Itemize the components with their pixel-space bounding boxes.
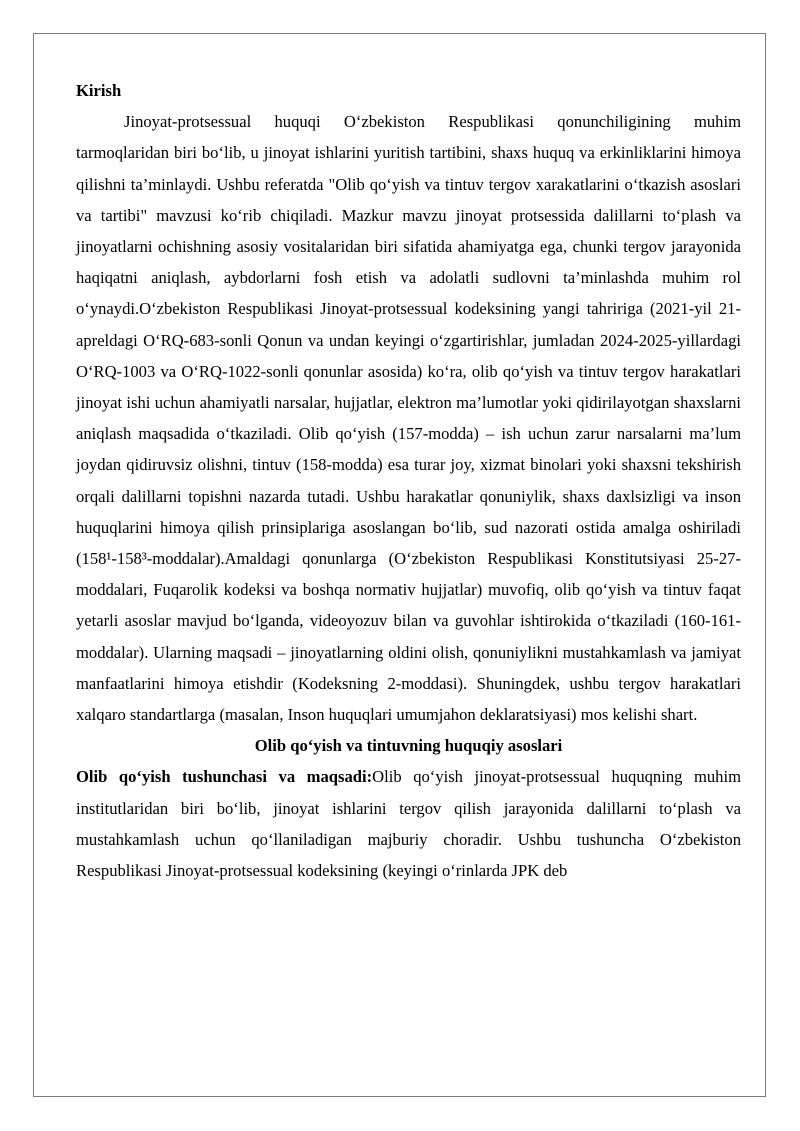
subsection-paragraph	[76, 761, 741, 886]
document-body	[76, 75, 741, 886]
subsection-text: Olib qo‘yish jinoyat-protsessual huquqning muhim institutlaridan biri bo‘lib, jinoyat ishlarini tergov qilish jarayonida dalillarni to‘plash va mustahkamlash uchun qo‘llaniladigan majburiy choradir. Ushbu tushuncha O‘zbekiston Respublikasi Jinoyat-protsessual kodeksining (keyingi o‘rinlarda JPK deb	[76, 767, 741, 881]
subsection-label: Olib qo‘yish tushunchasi va maqsadi:	[76, 767, 373, 787]
section-heading: Olib qo‘yish va tintuvning huquqiy asoslari	[254, 736, 563, 756]
intro-heading: Kirish	[76, 81, 122, 100]
intro-paragraph: Jinoyat-protsessual huquqi O‘zbekiston Respublikasi qonunchiligining muhim tarmoqlaridan biri bo‘lib, u jinoyat ishlarini yuritish tartibini, shaxs huquq va erkinliklarini himoya qilishni ta’minlaydi. Ushbu referatda "Olib qo‘yish va tintuv tergov xarakatlarini o‘tkazish asoslari va tartibi" mavzusi ko‘rib chiqiladi. Mazkur mavzu jinoyat protsessida dalillarni to‘plash va jinoyatlarni ochishning asosiy vositalaridan biri sifatida ahamiyatga ega, chunki tergov jarayonida haqiqatni aniqlash, aybdorlarni fosh etish va adolatli sudlovni ta’minlashda muhim rol o‘ynaydi.O‘zbekiston Respublikasi Jinoyat-protsessual kodeksining yangi tahririga (2021-yil 21-apreldagi O‘RQ-683-sonli Qonun va undan keyingi o‘zgartirishlar, jumladan 2024-2025-yillardagi O‘RQ-1003 va O‘RQ-1022-sonli qonunlar asosida) ko‘ra, olib qo‘yish va tintuv tergov harakatlari jinoyat ishi uchun ahamiyatli narsalar, hujjatlar, elektron ma’lumotlar yoki qidirilayotgan shaxslarni aniqlash maqsadida o‘tkaziladi. Olib qo‘yish (157-modda) – ish uchun zarur narsalarni ma’lum joydan qidiruvsiz olishni, tintuv (158-modda) esa turar joy, xizmat binolari yoki shaxsni tekshirish orqali dalillarni topishni nazarda tutadi. Ushbu harakatlar qonuniylik, shaxs daxlsizligi va inson huquqlarini himoya qilish prinsiplariga asoslangan bo‘lib, sud nazorati ostida amalga oshiriladi (158¹-158³-moddalar).Amaldagi qonunlarga (O‘zbekiston Respublikasi Konstitutsiyasi 25-27-moddalari, Fuqarolik kodeksi va boshqa normativ hujjatlar) muvofiq, olib qo‘yish va tintuv faqat yetarli asoslar mavjud bo‘lganda, videoyozuv bilan va guvohlar ishtirokida o‘tkaziladi (160-161-moddalar). Ularning maqsadi – jinoyatlarning oldini olish, qonuniylikni mustahkamlash va jamiyat manfaatlarini himoya etishdir (Kodeksning 2-moddasi). Shuningdek, ushbu tergov harakatlari xalqaro standartlarga (masalan, Inson huquqlari umumjahon deklaratsiyasi) mos kelishi shart.	[76, 112, 741, 725]
